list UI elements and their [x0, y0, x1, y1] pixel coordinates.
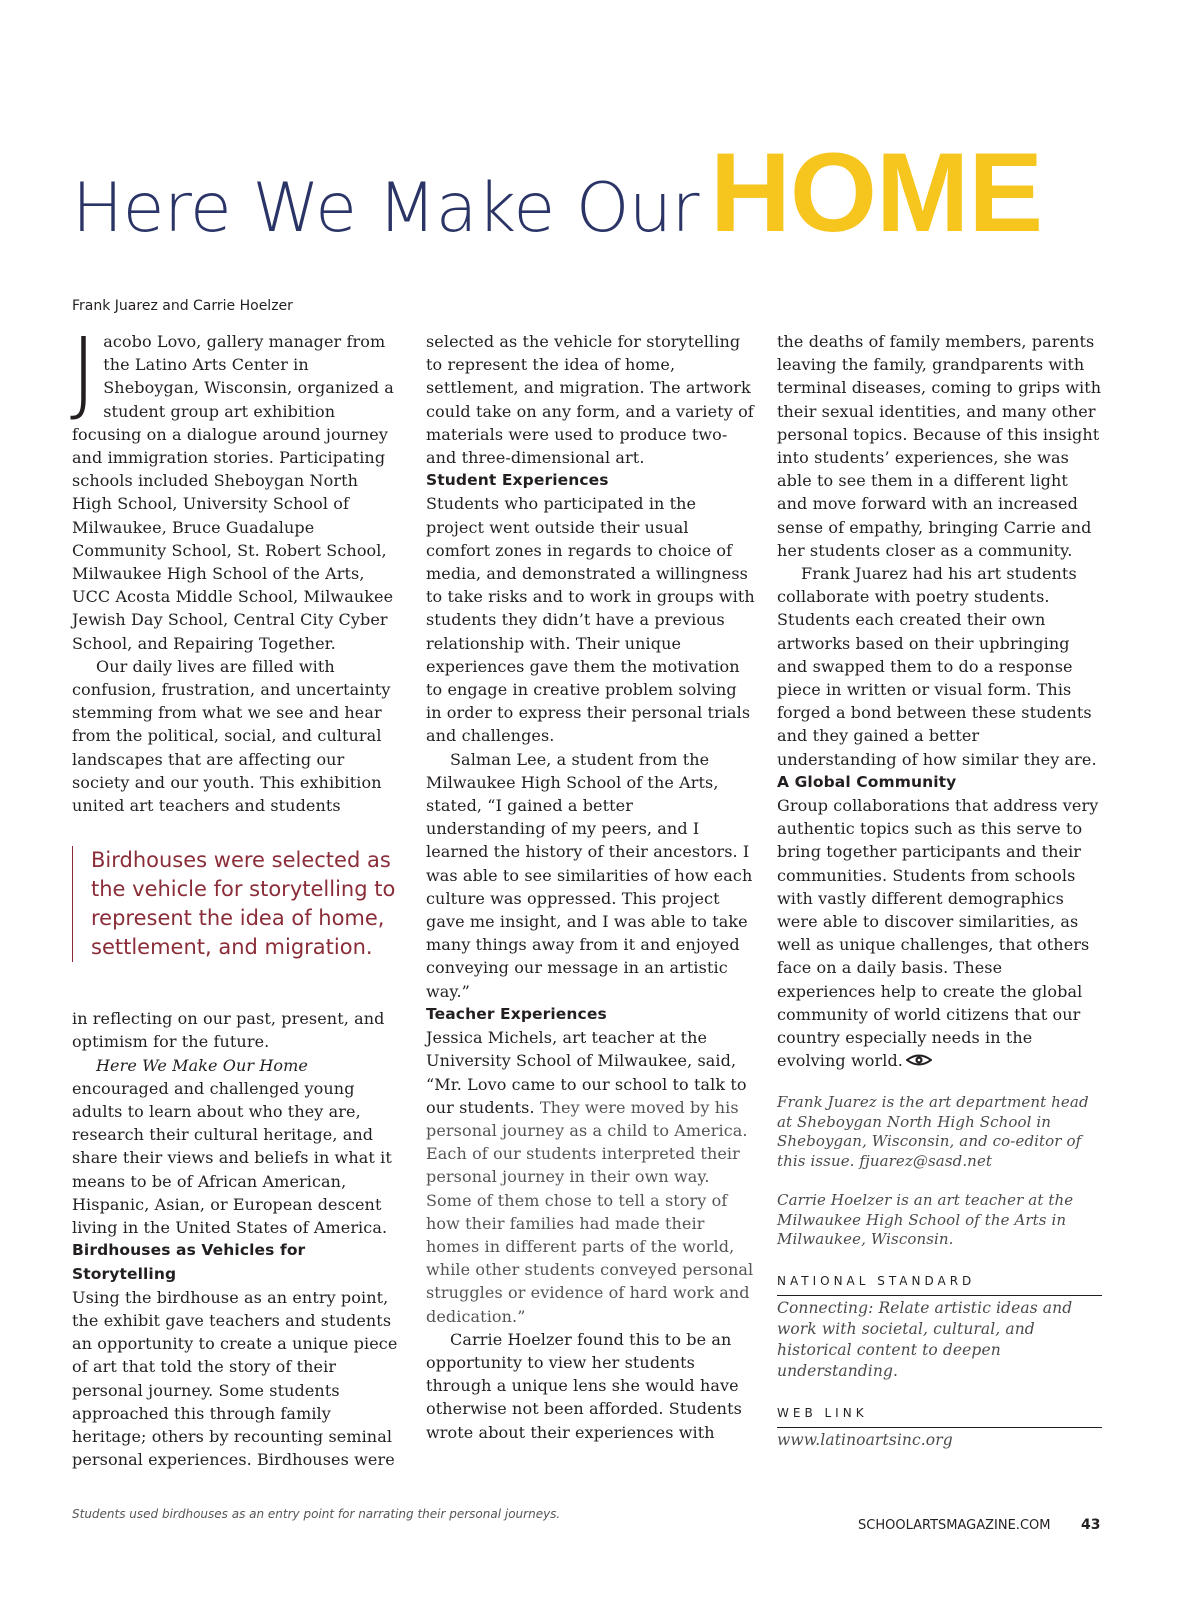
page-number: 43 [1081, 1517, 1101, 1533]
section-heading: Student Experiences [426, 471, 609, 490]
site-url: SCHOOLARTSMAGAZINE.COM [858, 1518, 1051, 1533]
web-link-label: WEB LINK [777, 1402, 1102, 1428]
paragraph: Salman Lee, a student from the Milwaukee High School of the Arts, stated, “I gained a better understanding of my peers, and I learned the history of their ancestors. I was able to see similarities of how each culture was oppressed. This project gave me insight, and I was able to take many things away from it and enjoyed conveying our message in an artistic way.” [426, 749, 753, 1001]
paragraph: Our daily lives are filled with confusion, frustration, and uncertainty stemming from what we see and hear from the political, social, and cultural landscapes that are affecting our society and our youth. This exhibition united art teachers and students [72, 656, 391, 816]
exhibit-title: Here We Make Our Home [96, 1055, 308, 1075]
section-heading: A Global Community [777, 772, 957, 791]
author-bio: Carrie Hoelzer is an art teacher at the Milwaukee High School of the Arts in Milwaukee, Wisconsin. [777, 1191, 1074, 1249]
article-title [72, 128, 1042, 257]
section-heading: Teacher Experiences [426, 1004, 607, 1023]
paragraph: Carrie Hoelzer found this to be an opportunity to view her students through a unique lens she would have otherwise not been afforded. Students wrote about their experiences with [426, 1329, 742, 1442]
intro-paragraph [70, 318, 402, 655]
web-link[interactable]: www.latinoartsinc.org [777, 1431, 953, 1450]
intro-text: acobo Lovo, gallery manager from the Latino Arts Center in Sheboygan, Wisconsin, organized a student group art exhibition focusing on a dialogue around journey and immigration stories. Participating schools included Sheboygan North High School, University School of Milwaukee, Bruce Guadalupe Community School, St. Robert School, Milwaukee High School of the Arts, UCC Acosta Middle School, Milwaukee Jewish Day School, Central City Cyber School, and Repairing Together. [72, 332, 394, 653]
paragraph-text: Jessica Michels, art teacher at the University School of Milwaukee, said, “Mr. Lovo came to our school to talk to our students. [426, 1028, 747, 1117]
paragraph: the deaths of family members, parents leaving the family, grandparents with terminal diseases, coming to grips with their sexual identities, and many other personal topics. Because of this insight into students’ experiences, she was able to see them in a different light and move forward with an increased sense of empathy, bringing Carrie and her students closer as a community. [777, 332, 1102, 560]
paragraph [777, 794, 1102, 1073]
author-bio: Frank Juarez is the art department head at Sheboygan North High School in Sheboygan, Wisconsin, and co-editor of this issue. fjuarez@sasd.net [777, 1093, 1089, 1170]
pull-quote: Birdhouses were selected as the vehicle for storytelling to represent the idea of home, settlement, and migration. [72, 846, 411, 962]
photo-caption: Students used birdhouses as an entry point for narrating their personal journeys. [72, 1507, 561, 1521]
column-2 [426, 330, 756, 1444]
paragraph: selected as the vehicle for storytelling to represent the idea of home, settlement, and migration. The artwork could take on any form, and a variety of materials were used to produce two- and three-dimensional art. [426, 332, 754, 468]
eye-icon [906, 1050, 932, 1073]
paragraph: in reflecting on our past, present, and optimism for the future. [72, 1009, 385, 1052]
drop-cap: J [70, 318, 98, 425]
title-main: Here We Make Our [72, 169, 699, 248]
paragraph-text: encouraged and challenged young adults to learn about who they are, research their cultural heritage, and share their views and beliefs in what it means to be of African American, Hispanic, Asian, or European descent living in the United States of America. [72, 1078, 392, 1238]
paragraph-text: Group collaborations that address very authentic topics such as this serve to bring together participants and their communities. Students from schools with vastly different demographics were able to discover similarities, as well as unique challenges, that others face on a daily basis. These experiences help to create the global community of world citizens that our country especially needs in the evolving world. [777, 796, 1099, 1071]
paragraph-text-grey: They were moved by his personal journey as a child to America. Each of our students interpreted their personal journey in their own way. Some of them chose to tell a story of how their families had made their homes in different parts of the world, while other students conveyed personal struggles or evidence of hard work and dedication.” [426, 1097, 754, 1326]
paragraph: Students who participated in the project went outside their usual comfort zones in regards to choice of media, and demonstrated a willingness to take risks and to work in groups with students they didn’t have a previous relationship with. Their unique experiences gave them the motivation to engage in creative problem solving in order to express their personal trials and challenges. [426, 494, 755, 746]
column-3 [777, 330, 1102, 1451]
title-accent: HOME [710, 130, 1043, 255]
byline: Frank Juarez and Carrie Hoelzer [72, 298, 293, 314]
paragraph [72, 1054, 402, 1240]
paragraph: Frank Juarez had his art students collaborate with poetry students. Students each created their own artworks based on their upbringing and swapped them to do a response piece in written or visual form. This forged a bond between these students and they gained a better understanding of how similar they are. [777, 564, 1097, 769]
national-standard-label: NATIONAL STANDARD [777, 1270, 1102, 1296]
section-heading: Birdhouses as Vehicles for Storytelling [72, 1241, 306, 1283]
national-standard-text: Connecting: Relate artistic ideas and work with societal, cultural, and historical content to deepen understanding. [777, 1299, 1073, 1381]
paragraph [426, 1026, 756, 1328]
paragraph: Using the birdhouse as an entry point, the exhibit gave teachers and students an opportunity to create a unique piece of art that told the story of their personal journey. Some students approached this through family heritage; others by recounting seminal personal experiences. Birdhouses were [72, 1287, 398, 1470]
